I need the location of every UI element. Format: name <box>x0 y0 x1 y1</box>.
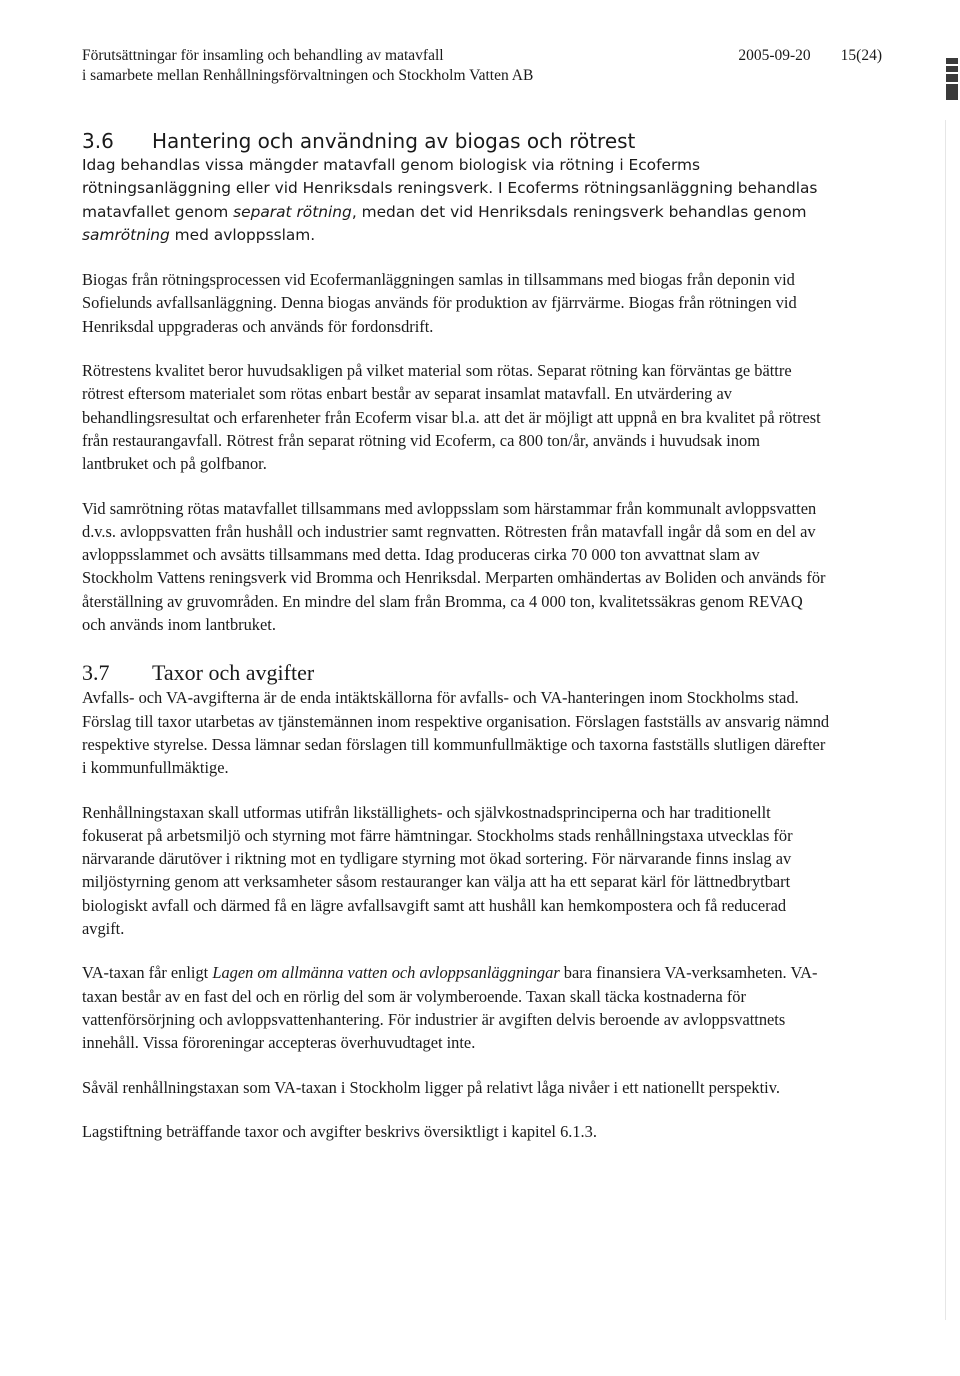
scan-mark <box>946 82 958 84</box>
section-heading-3-6 <box>82 128 830 154</box>
section-number: 3.7 <box>82 660 110 686</box>
section-title: Taxor och avgifter <box>152 660 315 686</box>
section-heading-3-7 <box>82 660 830 686</box>
section-title: Hantering och användning av biogas och rötrest <box>152 129 636 153</box>
paragraph: Såväl renhållningstaxan som VA-taxan i Stockholm ligger på relativt låga nivåer i ett nationellt perspektiv. <box>82 1077 780 1097</box>
scan-mark <box>946 64 958 66</box>
document-body <box>82 128 830 1143</box>
paragraph <box>82 961 830 1054</box>
text-run: , medan det vid Henriksdals reningsverk behandlas genom <box>351 202 807 221</box>
header-meta <box>738 46 882 66</box>
header-title-line-2: i samarbete mellan Renhållningsförvaltningen och Stockholm Vatten AB <box>82 67 534 84</box>
paragraph: Vid samrötning rötas matavfallet tillsammans med avloppsslam som härstammar från kommunalt avloppsvatten d.v.s. avloppsvatten från hushåll och industrier samt regnvatten. Rötresten från matavfall ingår då som en del av avloppsslammet och avsätts tillsammans med detta. Idag produceras cirka 70 000 ton avvattnat slam av Stockholm Vattens reningsverk vid Bromma och Henriksdal. Merparten omhändertas av Boliden och används för återställning av gruvområden. En mindre del slam från Bromma, ca 4 000 ton, kvalitetssäkras genom REVAQ och används inom lantbruket. <box>82 498 826 635</box>
emphasis: separat rötning <box>233 202 352 221</box>
text-run: med avloppsslam. <box>169 225 316 244</box>
paragraph: Lagstiftning beträffande taxor och avgifter beskrivs översiktligt i kapitel 6.1.3. <box>82 1121 597 1141</box>
paragraph <box>82 154 830 247</box>
scan-edge-line <box>945 120 946 1320</box>
emphasis: samrötning <box>82 225 170 244</box>
text-run: Idag behandlas vissa mängder matavfall genom biologisk via rötning i Ecoferms rötningsanläggning eller vid Henriksdals reningsverk. I Ecoferms rötningsanläggning behandlas matavfallet genom <box>82 156 818 221</box>
header-title-line-1: Förutsättningar för insamling och behandling av matavfall <box>82 47 444 64</box>
header-page-number: 15(24) <box>840 47 882 64</box>
page-header <box>82 46 882 86</box>
paragraph: Avfalls- och VA-avgifterna är de enda intäktskällorna för avfalls- och VA-hanteringen inom Stockholms stad. Förslag till taxor utarbetas av tjänstemännen inom respektive organisation. Förslagen fastställs av ansvarig nämnd respektive styrelse. Dessa lämnar sedan förslagen till kommunfullmäktige och taxorna fastställs slutligen därefter i kommunfullmäktige. <box>82 688 830 778</box>
text-run: bara finansiera VA-verksamheten. VA-taxan består av en fast del och en rörlig del som är volymberoende. Taxan skall täcka kostnaderna för vattenförsörjning och avloppsvattenhantering. För industrier är avgiften delvis beroende av avloppsvattnets innehåll. Vissa föroreningar accepteras överhuvudtaget inte. <box>82 963 818 1053</box>
section-number: 3.6 <box>82 129 114 153</box>
paragraph: Renhållningstaxan skall utformas utifrån likställighets- och självkostnadsprinciperna och har traditionellt fokuserat på arbetsmiljö och styrning mot färre hämtningar. Stockholms stads renhållningstaxa utvecklas för närvarande därutöver i riktning mot en tydligare styrning mot ökad sortering. För närvarande finns inslag av miljöstyrning genom att verksamheter såsom restauranger kan välja att ha ett separat kärl för lättnedbrytbart biologiskt avfall och därmed få en lägre avfallsavgift samt att hushåll kan hemkompostera och få reducerad avgift. <box>82 802 793 939</box>
paragraph: Biogas från rötningsprocessen vid Ecofermanläggningen samlas in tillsammans med biogas från deponin vid Sofielunds avfallsanläggning. Denna biogas används för produktion av fjärrvärme. Biogas från rötningen vid Henriksdal uppgraderas och används för fordonsdrift. <box>82 270 797 336</box>
emphasis: Lagen om allmänna vatten och avloppsanläggningar <box>212 963 560 983</box>
scan-mark <box>946 72 958 74</box>
text-run: VA-taxan får enligt <box>82 963 213 983</box>
header-date: 2005-09-20 <box>738 47 811 64</box>
paragraph: Rötrestens kvalitet beror huvudsakligen på vilket material som rötas. Separat rötning kan förväntas ge bättre rötrest eftersom materialet som rötas enbart består av separat insamlat matavfall. En utvärdering av behandlingsresultat och erfarenheter från Ecoferm visar bl.a. att det är möjligt att uppnå en bra kvalitet på rötrest från restaurangavfall. Rötrest från separat rötning vid Ecoferm, ca 800 ton/år, används i huvudsak inom lantbruket och på golfbanor. <box>82 361 821 474</box>
